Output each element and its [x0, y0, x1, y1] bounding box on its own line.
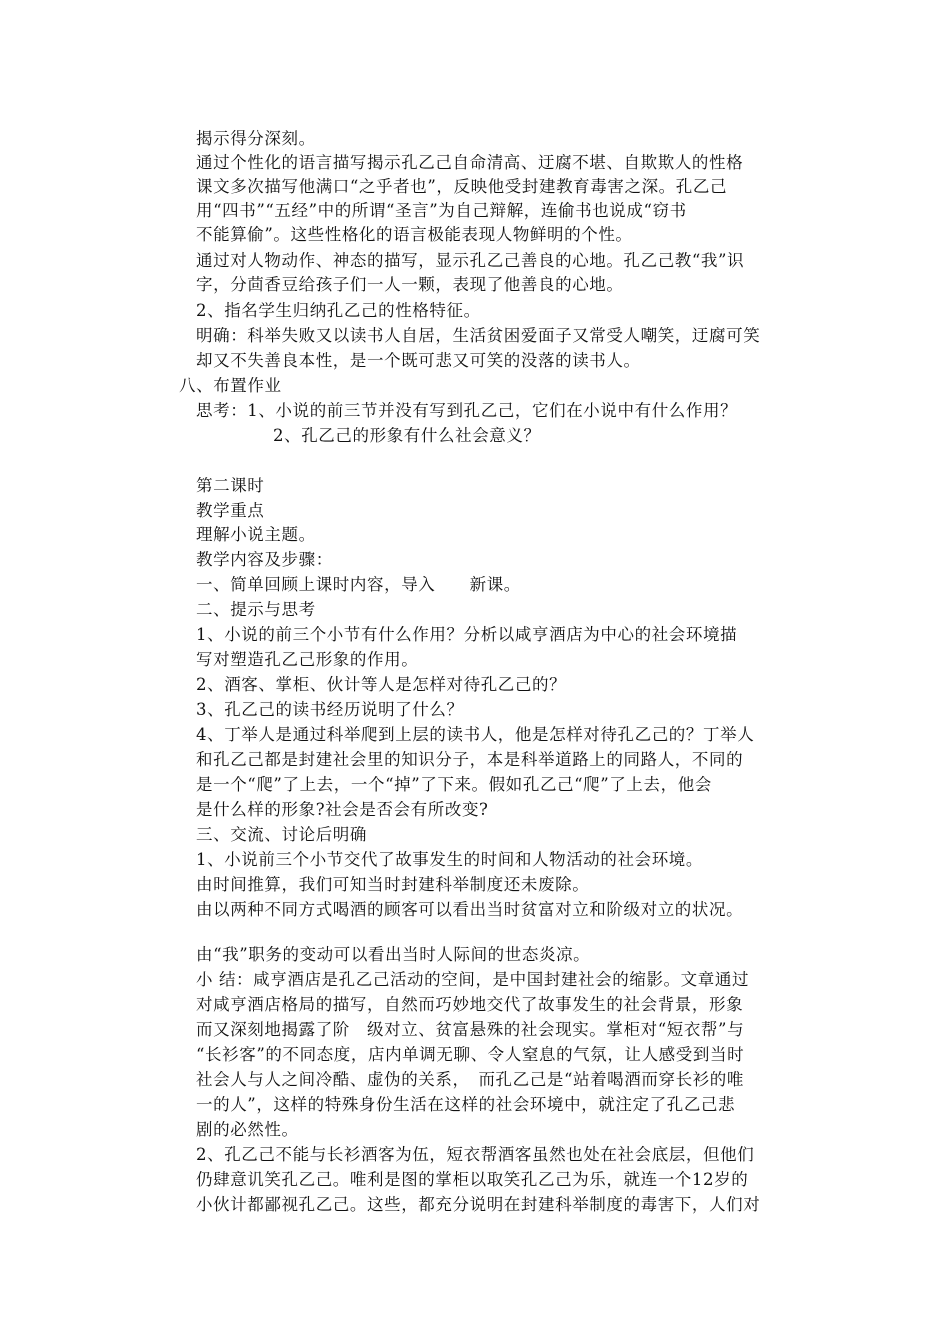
text-line: 2、指名学生归纳孔乙己的性格特征。	[196, 301, 481, 320]
text-line: 通过对人物动作、神态的描写，显示孔乙己善良的心地。孔乙己教“我”识	[196, 251, 745, 270]
text-line: 小 结：咸亨酒店是孔乙己活动的空间，是中国封建社会的缩影。文章通过	[196, 970, 750, 989]
text-line: 3、孔乙己的读书经历说明了什么？	[196, 700, 464, 719]
text-line: 课文多次描写他满口“之乎者也”，反映他受封建教育毒害之深。孔乙己	[196, 177, 728, 196]
text-line: 2、孔乙己不能与长衫酒客为伍，短衣帮酒客虽然也处在社会底层，但他们	[196, 1145, 755, 1164]
text-line: 明确：科举失败又以读书人自居，生活贫困爱面子又常受人嘲笑，迂腐可笑	[196, 326, 761, 345]
text-line: 1、小说前三个小节交代了故事发生的时间和人物活动的社会环境。	[196, 850, 703, 869]
text-line: 一、简单回顾上课时内容，导入 新课。	[196, 575, 521, 594]
text-line: 却又不失善良本性，是一个既可悲又可笑的没落的读书人。	[196, 351, 641, 370]
text-line: 二、提示与思考	[196, 600, 316, 619]
text-line: 2、孔乙己的形象有什么社会意义？	[273, 426, 541, 445]
text-line: 小伙计都鄙视孔乙己。这些，都充分说明在封建科举制度的毒害下，人们对	[196, 1195, 761, 1214]
text-line: 理解小说主题。	[196, 525, 316, 544]
text-line: 一的人”，这样的特殊身份生活在这样的社会环境中，就注定了孔乙己悲	[196, 1095, 736, 1114]
text-line: 由时间推算，我们可知当时封建科举制度还未废除。	[196, 875, 590, 894]
text-line: 写对塑造孔乙己形象的作用。	[196, 650, 419, 669]
text-line: 社会人与人之间冷酷、虚伪的关系， 而孔乙己是“站着喝酒而穿长衫的唯	[196, 1070, 744, 1089]
text-line: 是什么样的形象?社会是否会有所改变?	[196, 800, 489, 819]
text-line: 和孔乙己都是封建社会里的知识分子，本是科举道路上的同路人，不同的	[196, 750, 744, 769]
text-line: 不能算偷”。这些性格化的语言极能表现人物鲜明的个性。	[196, 225, 633, 244]
text-line: 对咸亨酒店格局的描写，自然而巧妙地交代了故事发生的社会背景，形象	[196, 995, 744, 1014]
text-line: 教学内容及步骤：	[196, 550, 333, 569]
text-line: 三、交流、讨论后明确	[196, 825, 367, 844]
text-line: 用“四书”“五经”中的所谓“圣言”为自己辩解，连偷书也说成“窃书	[196, 201, 687, 220]
section-heading: 八、布置作业	[179, 376, 282, 395]
text-line: 是一个“爬”了上去，一个“掉”了下来。假如孔乙己“爬”了上去，他会	[196, 775, 712, 794]
text-line: 通过个性化的语言描写揭示孔乙己自命清高、迂腐不堪、自欺欺人的性格	[196, 153, 744, 172]
text-line: 4、丁举人是通过科举爬到上层的读书人，他是怎样对待孔乙己的？丁举人	[196, 725, 755, 744]
text-line: 2、酒客、掌柜、伙计等人是怎样对待孔乙己的？	[196, 675, 567, 694]
text-line: 由以两种不同方式喝酒的顾客可以看出当时贫富对立和阶级对立的状况。	[196, 900, 744, 919]
text-line: 剧的必然性。	[196, 1120, 299, 1139]
text-line: 由“我”职务的变动可以看出当时人际间的世态炎凉。	[196, 945, 591, 964]
text-line: 思考：1、小说的前三节并没有写到孔乙己，它们在小说中有什么作用？	[196, 401, 738, 420]
section-heading: 第二课时	[196, 476, 265, 495]
text-line: 而又深刻地揭露了阶 级对立、贫富悬殊的社会现实。掌柜对“短衣帮”与	[196, 1020, 745, 1039]
text-line: “长衫客”的不同态度，店内单调无聊、令人窒息的气氛，让人感受到当时	[196, 1045, 745, 1064]
text-line: 字，分茴香豆给孩子们一人一颗，表现了他善良的心地。	[196, 275, 624, 294]
text-line: 1、小说的前三个小节有什么作用？分析以咸亨酒店为中心的社会环境描	[196, 625, 738, 644]
text-line: 教学重点	[196, 501, 265, 520]
text-line: 揭示得分深刻。	[196, 129, 316, 148]
text-line: 仍肆意讥笑孔乙己。唯利是图的掌柜以取笑孔乙己为乐，就连一个12岁的	[196, 1170, 749, 1189]
